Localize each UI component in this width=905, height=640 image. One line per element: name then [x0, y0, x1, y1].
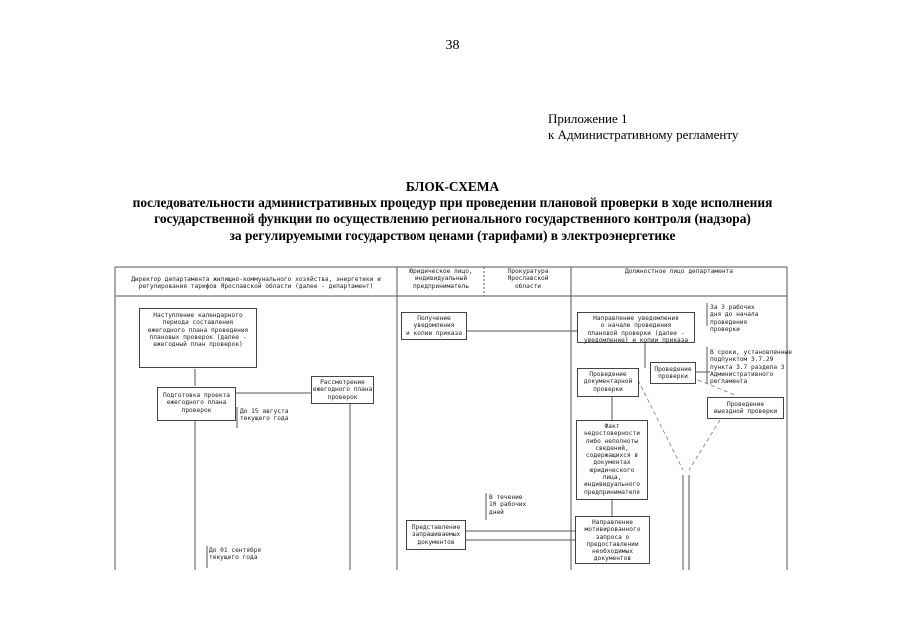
box-documentary-check: Проведение документарной проверки — [577, 368, 639, 397]
box-send-notification: Направление уведомления о начале проведения плановой проверки (далее - уведомление) и копии приказа — [577, 312, 695, 343]
box-prepare-plan: Подготовка проекта ежегодного плана проверок — [157, 387, 236, 421]
column-header-director: Директор департамента жилищно-коммунального хозяйства, энергетики и регулирования тарифов Ярославской области (далее - департамент) — [131, 276, 381, 291]
note-sep-01: До 01 сентября текущего года — [209, 547, 262, 562]
box-arrival-of-period: Наступление календарного периода составления ежегодного плана проведения плановых проверок (далее - ежегодный план проверок) — [139, 308, 257, 368]
title-heading: БЛОК-СХЕМА — [405, 179, 500, 194]
note-three-days: За 3 рабочих дня до начала проведения проверки — [710, 304, 759, 333]
note-aug-15: До 15 августа текущего года — [240, 408, 289, 423]
column-header-official: Должностное лицо департамента — [624, 268, 734, 275]
box-field-check: Проведение выездной проверки — [707, 397, 784, 419]
note-terms: В сроки, установленные подпунктом 3.7.29 пункта 3.7 раздела 3 Административного регламента — [710, 349, 792, 386]
column-header-prosecutor: Прокуратура Ярославской области — [507, 268, 549, 290]
box-receive-notification: Получение уведомления и копии приказа — [401, 312, 467, 340]
box-fact-of-inaccuracy: Факт недостоверности либо неполноты сведений, содержащихся в документах юридического лица, индивидуального предпринимателя — [576, 420, 648, 500]
box-send-request: Направление мотивированного запроса о предоставлении необходимых документов — [575, 516, 650, 564]
box-conduct-check: Проведение проверки — [650, 362, 696, 384]
box-review-plan: Рассмотрение ежегодного плана проверок — [311, 376, 374, 404]
page-number: 38 — [445, 38, 460, 53]
appendix-line-2: к Административному регламенту — [548, 127, 739, 142]
appendix-line-1: Приложение 1 — [548, 111, 628, 126]
column-header-entity: Юридическое лицо, индивидуальный предприниматель — [409, 268, 473, 290]
title-line-3: за регулируемыми государством ценами (тарифами) в электроэнергетике — [229, 228, 676, 243]
title-line-2: государственной функции по осуществлению регионального государственного контроля (надзора) — [154, 211, 751, 226]
box-provide-documents: Представление запрашиваемых документов — [406, 520, 466, 550]
title-line-1: последовательности административных процедур при проведении плановой проверки в ходе исполнения — [132, 195, 773, 210]
note-ten-days: В течение 10 рабочих дней — [489, 494, 527, 516]
